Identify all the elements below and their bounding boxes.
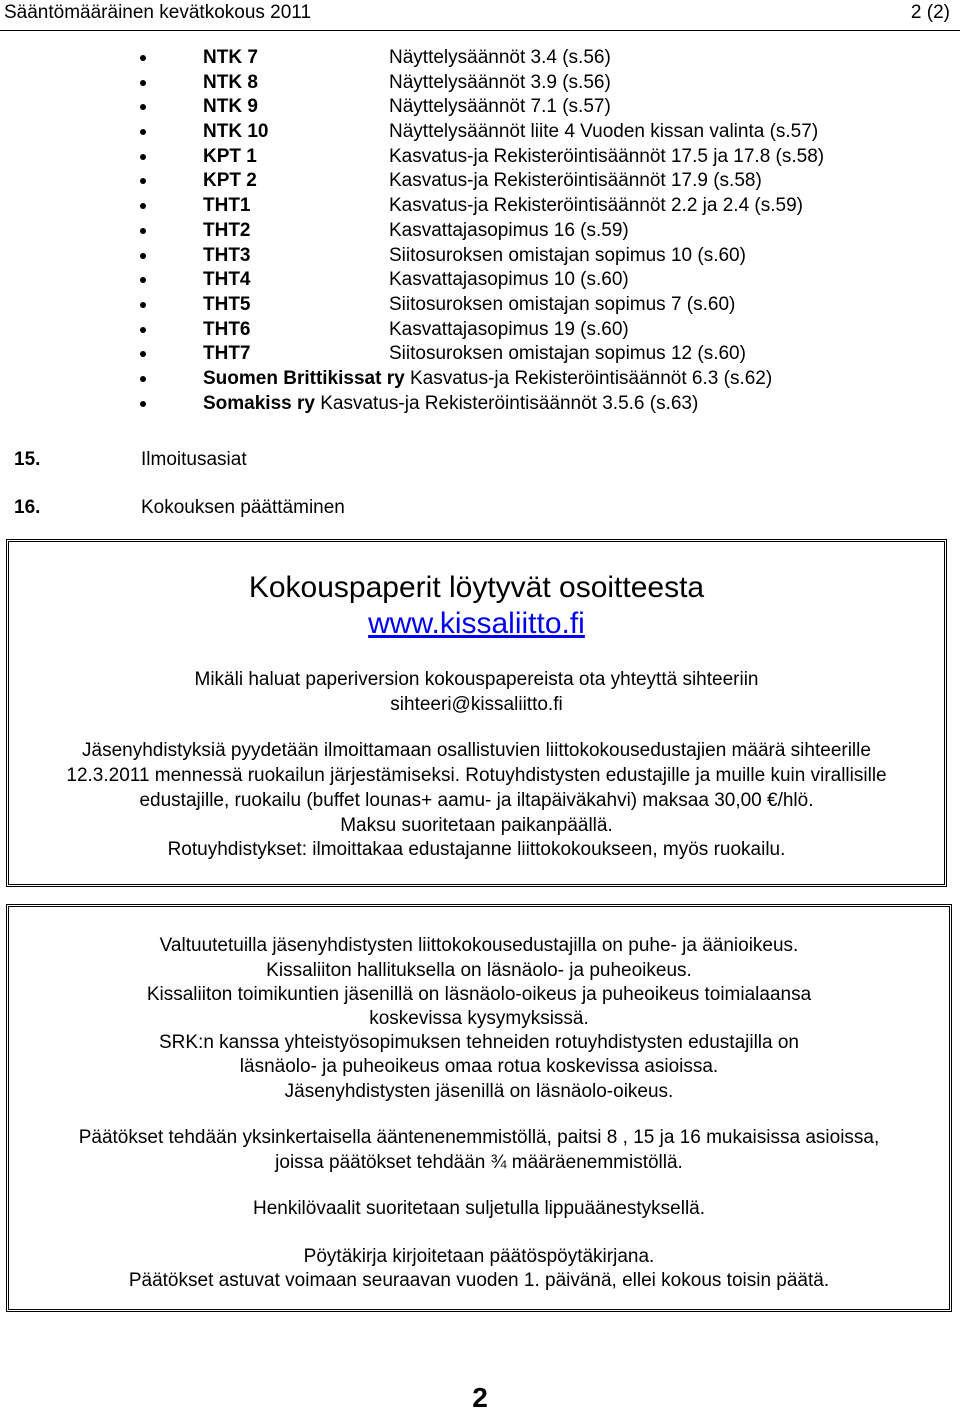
list-item bbox=[0, 318, 960, 343]
item-code: NTK 10 bbox=[203, 121, 269, 143]
bullet-icon bbox=[140, 376, 146, 382]
list-item bbox=[0, 95, 960, 120]
paper-version-line: Mikäli haluat paperiversion kokouspapereista ota yhteyttä sihteeriin bbox=[194, 669, 759, 690]
notice-line: Maksu suoritetaan paikanpäällä. bbox=[340, 815, 613, 836]
list-item bbox=[0, 219, 960, 244]
bullet-icon bbox=[140, 401, 146, 407]
list-item bbox=[0, 268, 960, 293]
list-item bbox=[0, 293, 960, 318]
item-desc: Kasvatus-ja Rekisteröintisäännöt 3.5.6 (s.63) bbox=[314, 392, 699, 414]
rule-line: Pöytäkirja kirjoitetaan päätöspöytäkirjana. bbox=[303, 1246, 655, 1267]
item-desc: Kasvatus-ja Rekisteröintisäännöt 6.3 (s.62) bbox=[404, 367, 773, 389]
item-code: NTK 9 bbox=[203, 96, 258, 118]
page-count: 2 (2) bbox=[910, 2, 950, 23]
list-item bbox=[0, 46, 960, 71]
bullet-icon bbox=[140, 80, 146, 86]
bullet-icon bbox=[140, 129, 146, 135]
item-inline bbox=[203, 392, 698, 416]
item-inline bbox=[203, 367, 772, 391]
item-org: Suomen Brittikissat ry bbox=[203, 367, 405, 389]
item-desc: Kasvattajasopimus 10 (s.60) bbox=[389, 269, 629, 291]
rule-line: Jäsenyhdistysten jäsenillä on läsnäolo-oikeus. bbox=[284, 1081, 674, 1102]
bullet-icon bbox=[140, 178, 146, 184]
bullet-icon bbox=[140, 327, 146, 333]
papers-link-line bbox=[9, 606, 944, 642]
rule-line: SRK:n kanssa yhteistyösopimuksen tehneiden rotuyhdistysten edustajilla on bbox=[158, 1032, 800, 1053]
item-desc: Kasvatus-ja Rekisteröintisäännöt 2.2 ja 2.4 (s.59) bbox=[389, 195, 803, 217]
list-item bbox=[0, 342, 960, 367]
list-item bbox=[0, 71, 960, 96]
item-code: THT5 bbox=[203, 293, 251, 315]
item-desc: Näyttelysäännöt 3.9 (s.56) bbox=[389, 71, 611, 93]
item-code: THT4 bbox=[203, 269, 251, 291]
rule-line: Valtuutetuilla jäsenyhdistysten liittokokousedustajilla on puhe- ja äänioikeus. bbox=[159, 935, 799, 956]
item-desc: Kasvattajasopimus 19 (s.60) bbox=[389, 318, 629, 340]
notice-line: 12.3.2011 mennessä ruokailun järjestämiseksi. Rotuyhdistysten edustajille ja muille kuin virallisille bbox=[66, 765, 887, 786]
item-desc: Kasvattajasopimus 16 (s.59) bbox=[389, 219, 629, 241]
item-code: KPT 2 bbox=[203, 170, 257, 192]
bullet-icon bbox=[140, 351, 146, 357]
item-desc: Kasvatus-ja Rekisteröintisäännöt 17.9 (s.58) bbox=[389, 170, 762, 192]
item-code: NTK 7 bbox=[203, 47, 258, 68]
item-desc: Siitosuroksen omistajan sopimus 12 (s.60) bbox=[389, 343, 746, 365]
bullet-icon bbox=[140, 203, 146, 209]
list-item bbox=[0, 392, 960, 417]
rule-line: läsnäolo- ja puheoikeus omaa rotua koskevissa asioissa. bbox=[239, 1056, 719, 1077]
bullet-icon bbox=[140, 228, 146, 234]
list-item bbox=[0, 244, 960, 269]
meeting-rules-box bbox=[6, 904, 952, 1312]
bullet-icon bbox=[140, 55, 146, 61]
bullet-icon bbox=[140, 104, 146, 110]
rule-line: Päätökset tehdään yksinkertaisella ääntenenemmistöllä, paitsi 8 , 15 ja 16 mukaisissa asioissa, bbox=[78, 1127, 880, 1148]
item-code: THT7 bbox=[203, 343, 251, 365]
rule-line: joissa päätökset tehdään ¾ määräenemmistöllä. bbox=[275, 1152, 683, 1173]
list-item bbox=[0, 145, 960, 170]
list-item bbox=[0, 367, 960, 392]
notice-line: Jäsenyhdistyksiä pyydetään ilmoittamaan osallistuvien liittokokousedustajien määrä sihteerille bbox=[82, 740, 871, 761]
list-item bbox=[0, 169, 960, 194]
item-desc: Kasvatus-ja Rekisteröintisäännöt 17.5 ja 17.8 (s.58) bbox=[389, 145, 825, 167]
item-desc: Siitosuroksen omistajan sopimus 7 (s.60) bbox=[389, 293, 736, 315]
item-code: THT2 bbox=[203, 219, 251, 241]
item-code: NTK 8 bbox=[203, 71, 258, 93]
header-divider bbox=[0, 30, 960, 31]
bullet-icon bbox=[140, 253, 146, 259]
document-title: Sääntömääräinen kevätkokous 2011 bbox=[4, 2, 312, 23]
section-label: Kokouksen päättäminen bbox=[141, 497, 345, 518]
item-desc: Näyttelysäännöt liite 4 Vuoden kissan valinta (s.57) bbox=[389, 121, 819, 143]
bullet-icon bbox=[140, 154, 146, 160]
papers-heading: Kokouspaperit löytyvät osoitteesta bbox=[248, 571, 705, 604]
rule-line: Päätökset astuvat voimaan seuraavan vuoden 1. päivänä, ellei kokous toisin päätä. bbox=[128, 1270, 830, 1291]
section-label: Ilmoitusasiat bbox=[141, 449, 247, 470]
section-number: 16. bbox=[14, 497, 41, 518]
bullet-icon bbox=[140, 302, 146, 308]
meeting-papers-notice-box bbox=[6, 539, 947, 887]
item-code: KPT 1 bbox=[203, 145, 257, 167]
rule-line: koskevissa kysymyksissä. bbox=[369, 1008, 589, 1029]
list-item bbox=[0, 120, 960, 145]
item-code: THT3 bbox=[203, 244, 251, 266]
item-org: Somakiss ry bbox=[203, 392, 315, 414]
website-link[interactable]: www.kissaliitto.fi bbox=[368, 607, 585, 640]
rule-line: Henkilövaalit suoritetaan suljetulla lippuäänestyksellä. bbox=[252, 1198, 706, 1219]
item-code: THT1 bbox=[203, 195, 251, 217]
notice-line: edustajille, ruokailu (buffet lounas+ aamu- ja iltapäiväkahvi) maksaa 30,00 €/hlö. bbox=[139, 790, 814, 811]
page-header bbox=[4, 2, 950, 32]
rule-line: Kissaliiton hallituksella on läsnäolo- ja puheoikeus. bbox=[266, 960, 692, 981]
item-desc: Näyttelysäännöt 7.1 (s.57) bbox=[389, 96, 611, 118]
list-item bbox=[0, 194, 960, 219]
agenda-list bbox=[0, 46, 960, 416]
item-code: THT6 bbox=[203, 318, 251, 340]
section-number: 15. bbox=[14, 449, 41, 470]
notice-line: Rotuyhdistykset: ilmoittakaa edustajanne liittokokoukseen, myös ruokailu. bbox=[167, 839, 786, 860]
page-number: 2 bbox=[472, 1382, 488, 1413]
item-desc: Siitosuroksen omistajan sopimus 10 (s.60) bbox=[389, 244, 746, 266]
secretary-email[interactable]: sihteeri@kissaliitto.fi bbox=[390, 694, 563, 715]
bullet-icon bbox=[140, 277, 146, 283]
rule-line: Kissaliiton toimikuntien jäsenillä on läsnäolo-oikeus ja puheoikeus toimialaansa bbox=[146, 984, 812, 1005]
item-desc: Näyttelysäännöt 3.4 (s.56) bbox=[389, 47, 611, 68]
